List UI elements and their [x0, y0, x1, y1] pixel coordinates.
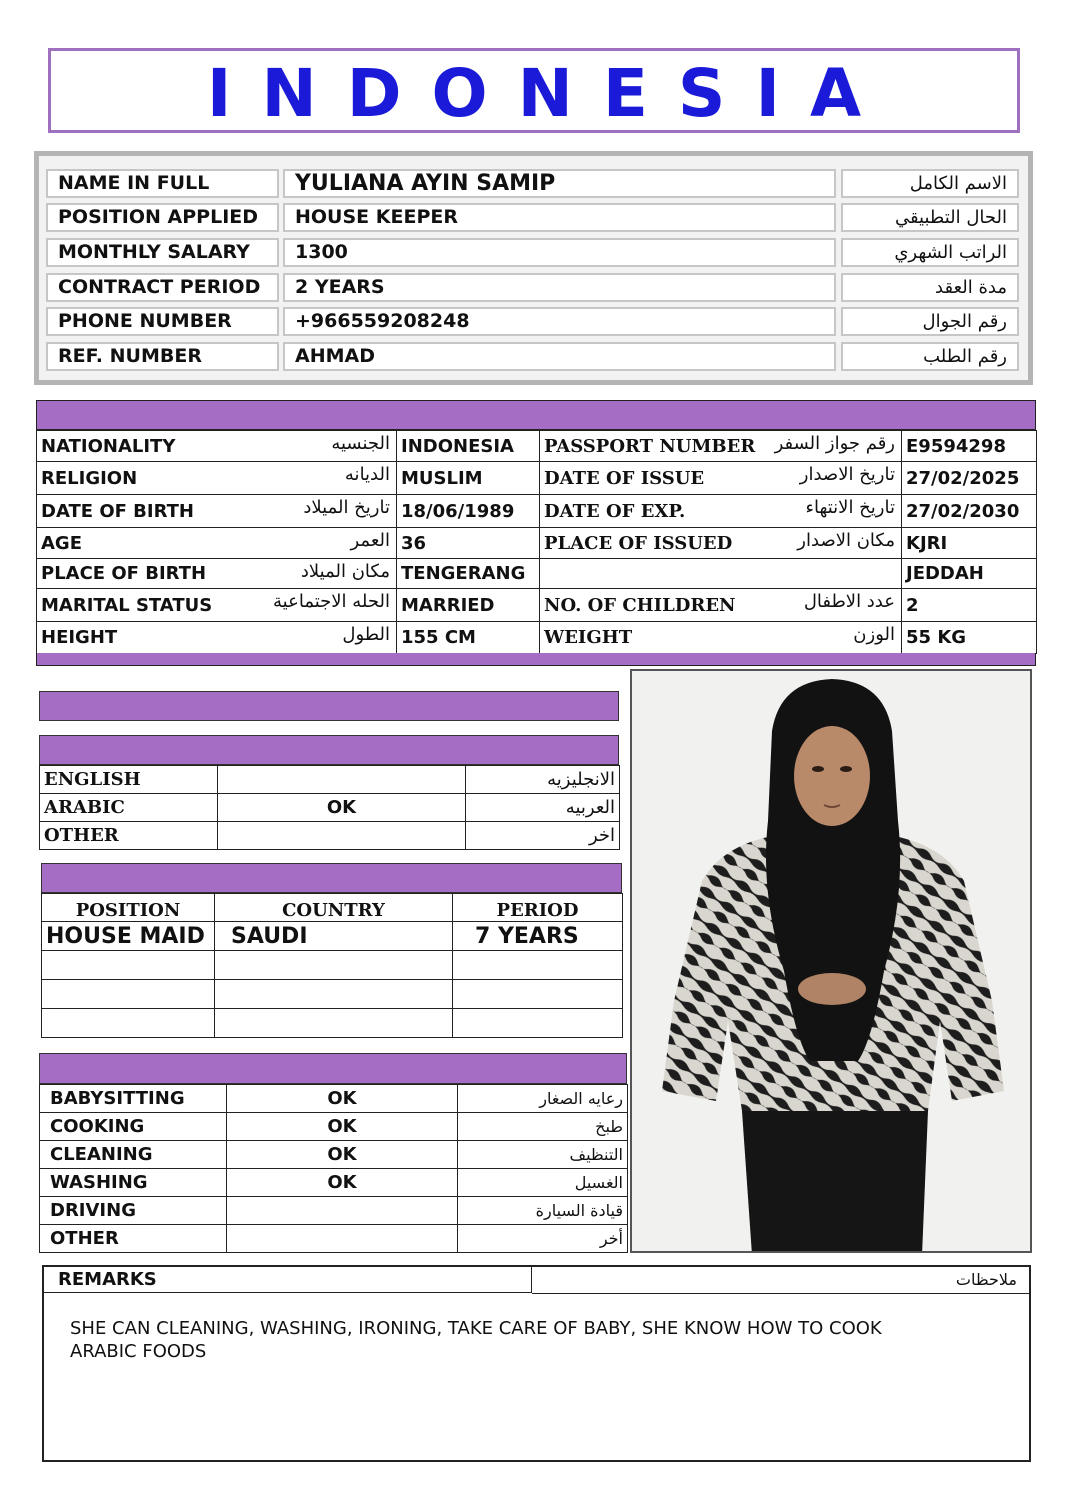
details-label2-arabic: عدد الاطفال — [803, 591, 895, 612]
column-header-period: PERIOD — [453, 894, 623, 922]
language-label: ARABIC — [40, 794, 218, 822]
skills-header-bar — [39, 1053, 627, 1084]
details-label2: DATE OF ISSUE — [544, 467, 705, 489]
remarks-label: REMARKS — [44, 1267, 532, 1293]
details-label2: NO. OF CHILDREN — [544, 594, 736, 616]
details-row — [37, 528, 1037, 559]
details-cell-label2 — [540, 462, 902, 495]
language-row — [40, 766, 620, 794]
field-label-arabic: رقم الجوال — [841, 307, 1019, 336]
skill-value: OK — [227, 1169, 458, 1197]
experience-country — [215, 1009, 453, 1038]
field-label-arabic: مدة العقد — [841, 273, 1019, 302]
details-label2-arabic: رقم جواز السفر — [774, 433, 895, 454]
skill-value: OK — [227, 1113, 458, 1141]
skill-label-arabic: الغسيل — [458, 1169, 628, 1197]
remarks-label-arabic: ملاحظات — [532, 1267, 1029, 1294]
details-row — [37, 622, 1037, 654]
field-label-arabic: رقم الطلب — [841, 342, 1019, 371]
details-label-arabic: الديانه — [344, 464, 390, 485]
experience-period — [453, 1009, 623, 1038]
details-cell-label2 — [540, 495, 902, 528]
details-value: MARRIED — [397, 589, 540, 622]
field-label: MONTHLY SALARY — [46, 238, 279, 267]
language-label-arabic: العربيه — [466, 794, 620, 822]
field-value: YULIANA AYIN SAMIP — [283, 169, 836, 198]
details-table — [36, 430, 1037, 654]
details-label2-arabic: تاريخ الانتهاء — [805, 497, 895, 518]
field-value: HOUSE KEEPER — [283, 203, 836, 232]
details-row — [37, 559, 1037, 589]
details-cell-label2 — [540, 559, 902, 589]
language-value — [218, 822, 466, 850]
experience-country — [215, 951, 453, 980]
details-value2: 27/02/2025 — [902, 462, 1037, 495]
skill-row — [40, 1113, 628, 1141]
skill-label-arabic: قيادة السيارة — [458, 1197, 628, 1225]
skill-row — [40, 1225, 628, 1253]
details-label: RELIGION — [41, 467, 138, 489]
details-label-arabic: الطول — [342, 624, 390, 645]
skill-row — [40, 1141, 628, 1169]
details-header-bar — [36, 400, 1036, 430]
skill-value: OK — [227, 1085, 458, 1113]
language-row — [40, 794, 620, 822]
skill-row — [40, 1197, 628, 1225]
skills-table — [39, 1084, 628, 1253]
details-value2: JEDDAH — [902, 559, 1037, 589]
field-value: +966559208248 — [283, 307, 836, 336]
details-cell-label — [37, 462, 397, 495]
details-label-arabic: الحله الاجتماعية — [273, 591, 390, 612]
details-label: AGE — [41, 532, 83, 554]
details-label-arabic: مكان الميلاد — [300, 561, 390, 582]
field-label-arabic: الاسم الكامل — [841, 169, 1019, 198]
language-row — [40, 822, 620, 850]
column-header-position: POSITION — [42, 894, 215, 922]
details-value: INDONESIA — [397, 431, 540, 462]
experience-row — [42, 922, 623, 951]
details-label: MARITAL STATUS — [41, 594, 213, 616]
experience-table — [41, 893, 623, 1038]
experience-row — [42, 980, 623, 1009]
skill-label-arabic: التنظيف — [458, 1141, 628, 1169]
details-cell-label2 — [540, 622, 902, 654]
details-label: NATIONALITY — [41, 435, 176, 457]
details-cell-label — [37, 622, 397, 654]
details-row — [37, 589, 1037, 622]
details-value: TENGERANG — [397, 559, 540, 589]
skill-label-arabic: طبخ — [458, 1113, 628, 1141]
details-label2-arabic: مكان الاصدار — [797, 530, 895, 551]
skill-label: WASHING — [40, 1169, 227, 1197]
skill-label: CLEANING — [40, 1141, 227, 1169]
details-cell-label — [37, 589, 397, 622]
details-label2: PASSPORT NUMBER — [544, 435, 756, 457]
experience-row — [42, 951, 623, 980]
experience-country: SAUDI — [215, 922, 453, 951]
details-value2: E9594298 — [902, 431, 1037, 462]
details-value: 36 — [397, 528, 540, 559]
field-label: PHONE NUMBER — [46, 307, 279, 336]
details-label2-arabic: الوزن — [853, 624, 895, 645]
skill-row — [40, 1169, 628, 1197]
language-label-arabic: اخر — [466, 822, 620, 850]
details-label2: WEIGHT — [544, 627, 633, 648]
details-value: 155 CM — [397, 622, 540, 654]
language-value — [218, 766, 466, 794]
details-row — [37, 431, 1037, 462]
details-cell-label2 — [540, 589, 902, 622]
candidate-photo-illustration — [632, 671, 1032, 1253]
language-value: OK — [218, 794, 466, 822]
details-value2: 27/02/2030 — [902, 495, 1037, 528]
details-label: HEIGHT — [41, 627, 118, 648]
details-label2: PLACE OF ISSUED — [544, 532, 733, 554]
skill-value: OK — [227, 1141, 458, 1169]
details-value: MUSLIM — [397, 462, 540, 495]
field-label: CONTRACT PERIOD — [46, 273, 279, 302]
skill-value — [227, 1225, 458, 1253]
experience-position — [42, 1009, 215, 1038]
details-cell-label — [37, 528, 397, 559]
skill-label: BABYSITTING — [40, 1085, 227, 1113]
field-value: 1300 — [283, 238, 836, 267]
title-box — [48, 48, 1020, 133]
details-value: 18/06/1989 — [397, 495, 540, 528]
details-value2: KJRI — [902, 528, 1037, 559]
languages-header-bar — [39, 735, 619, 765]
details-row — [37, 462, 1037, 495]
field-label: POSITION APPLIED — [46, 203, 279, 232]
skill-label: OTHER — [40, 1225, 227, 1253]
languages-table — [39, 765, 620, 850]
field-value: 2 YEARS — [283, 273, 836, 302]
details-footer-bar — [36, 653, 1036, 666]
experience-country — [215, 980, 453, 1009]
details-label2-arabic: تاريخ الاصدار — [799, 464, 895, 485]
details-cell-label — [37, 431, 397, 462]
details-cell-label — [37, 495, 397, 528]
field-label-arabic: الحال التطبيقي — [841, 203, 1019, 232]
skill-label: COOKING — [40, 1113, 227, 1141]
details-cell-label2 — [540, 431, 902, 462]
details-value2: 2 — [902, 589, 1037, 622]
language-label: ENGLISH — [40, 766, 218, 794]
details-label-arabic: تاريخ الميلاد — [303, 497, 390, 518]
skill-row — [40, 1085, 628, 1113]
details-label: DATE OF BIRTH — [41, 500, 194, 522]
remarks-text: SHE CAN CLEANING, WASHING, IRONING, TAKE CARE OF BABY, SHE KNOW HOW TO COOK ARABIC FOODS — [70, 1318, 882, 1362]
skill-label: DRIVING — [40, 1197, 227, 1225]
details-label2: DATE OF EXP. — [544, 500, 686, 522]
field-label-arabic: الراتب الشهري — [841, 238, 1019, 267]
details-value2: 55 KG — [902, 622, 1037, 654]
experience-row — [42, 1009, 623, 1038]
experience-position — [42, 980, 215, 1009]
page-title: INDONESIA — [206, 55, 892, 132]
experience-period — [453, 951, 623, 980]
details-label-arabic: العمر — [350, 530, 390, 551]
experience-position — [42, 951, 215, 980]
column-header-country: COUNTRY — [215, 894, 453, 922]
experience-period — [453, 980, 623, 1009]
language-label-arabic: الانجليزيه — [466, 766, 620, 794]
field-value: AHMAD — [283, 342, 836, 371]
details-cell-label — [37, 559, 397, 589]
details-label-arabic: الجنسيه — [331, 433, 390, 454]
experience-period: 7 YEARS — [453, 922, 623, 951]
field-label: NAME IN FULL — [46, 169, 279, 198]
details-label: PLACE OF BIRTH — [41, 563, 207, 584]
details-row — [37, 495, 1037, 528]
section-bar — [39, 691, 619, 721]
candidate-photo — [630, 669, 1032, 1253]
experience-position: HOUSE MAID — [42, 922, 215, 951]
experience-header-bar — [41, 863, 622, 893]
personal-info-panel — [34, 151, 1033, 385]
remarks-box — [42, 1265, 1031, 1462]
skill-value — [227, 1197, 458, 1225]
details-cell-label2 — [540, 528, 902, 559]
field-label: REF. NUMBER — [46, 342, 279, 371]
skill-label-arabic: رعايه الصغار — [458, 1085, 628, 1113]
language-label: OTHER — [40, 822, 218, 850]
skill-label-arabic: أخر — [458, 1225, 628, 1253]
